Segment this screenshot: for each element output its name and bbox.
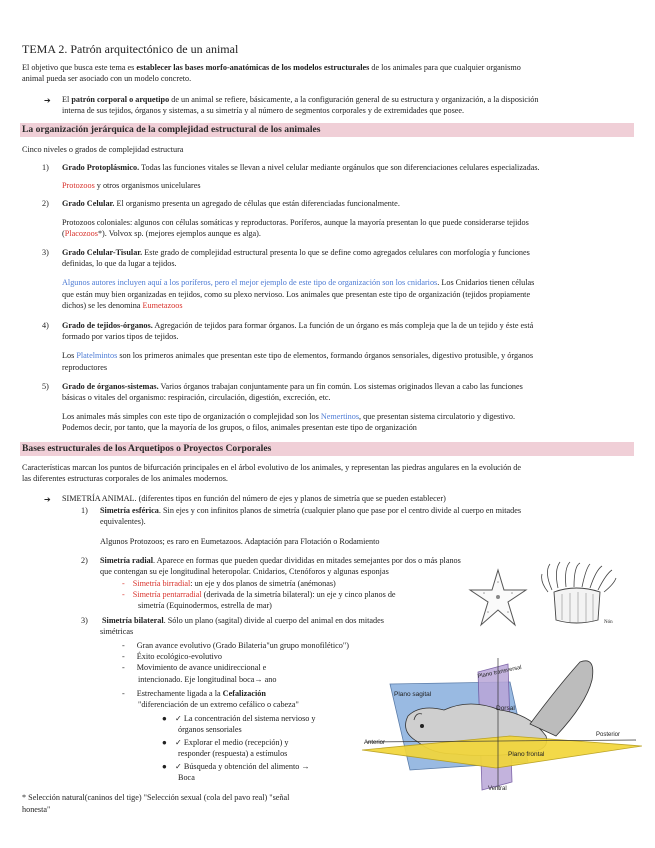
bullet-dot-icon: ● [162, 714, 167, 723]
arrow-bullet-icon: ➔ [44, 96, 51, 105]
sim-3-num: 3) [81, 616, 88, 625]
level-2-num: 2) [42, 199, 49, 208]
label-posterior: Posterior [596, 732, 621, 738]
sim-2-num: 2) [81, 556, 88, 565]
anemone-caption: Nón [604, 620, 613, 625]
level-3-line-2: definidas, lo que da lugar a tejidos. [62, 259, 177, 268]
sim-2-sub-1-red: Simetría birradial [132, 579, 191, 588]
footnote-2: honesta" [22, 805, 51, 814]
level-1-text: Todas las funciones vitales se llevan a nivel celular mediante orgánulos que son diferenciaciones celulares especializadas. [139, 163, 540, 172]
sim-2-line [100, 556, 461, 567]
level-2-example-2 [62, 229, 261, 240]
sim-2-sub-1-rest: : un eje y dos planos de simetría (anémonas) [190, 579, 336, 588]
label-dorsal: Dorsal [496, 705, 515, 712]
sim-3-sub-4 [122, 689, 266, 700]
sim-2-text: . Aparece en formas que pueden quedar divididas en mitades semejantes por dos o más planos [152, 556, 461, 565]
intro-text: El objetivo que busca este tema es [22, 63, 137, 72]
arrow1-line-2: interna de sus tejidos, órganos y sistemas, a su simetría y al número de segmentos corporales y de extremidades que posee. [62, 106, 465, 115]
sim-3-sub-1-text: Gran avance evolutivo (Grado Bilateria"un grupo monofilético") [136, 641, 349, 650]
level-3-example-rest: . Los Cnidarios tienen células [437, 278, 535, 287]
level-4-example-blue: Platelmintos [76, 351, 118, 360]
check-1-text: ✓ La concentración del sistema nervioso y [174, 714, 316, 723]
level-3-head: Grado Celular-Tisular. [62, 248, 143, 257]
arrow1-bold: patrón corporal o arquetipo [71, 95, 170, 104]
level-2-example-after: *). Volvox sp. (mejores ejemplos aunque es alga). [97, 229, 261, 238]
level-5-example-1 [62, 412, 515, 423]
level-5-num: 5) [42, 382, 49, 391]
section-heading-organizacion [20, 123, 634, 137]
sim-3-line [102, 616, 384, 627]
bullet-dot-icon: ● [162, 738, 167, 747]
level-5-example-2: Podemos decir, por tanto, que la mayoría de los grupos, o filos, animales presentan este tipo de organización [62, 423, 417, 432]
label-frontal: Plano frontal [508, 751, 545, 758]
check-3 [162, 762, 310, 773]
label-anterior: Anterior [364, 740, 386, 746]
sim-2-sub-2-rest: (derivada de la simetría bilateral): un eje y cinco planos de [201, 590, 396, 599]
footnote-1: * Selección natural(caninos del tige) "Selección sexual (cola del pavo real) "señal [22, 793, 290, 802]
level-3-line [62, 248, 530, 259]
level-3-example-blue: Algunos autores incluyen aquí a los poríferos, pero el mejor ejemplo de este tipo de organización son los cnidarios [62, 278, 438, 287]
squirrel-tail [530, 661, 593, 736]
level-2-example-red: Placozoos [64, 229, 98, 238]
level-5-line-2: básicas o vitales del organismo: respiración, circulación, digestión, excreción, etc. [62, 393, 331, 402]
level-3-example-3-red: Eumetazoos [142, 301, 183, 310]
level-3-text: Este grado de complejidad estructural presenta lo que se define como agregados celulares con morfología y funciones [142, 248, 530, 257]
page-title: TEMA 2. Patrón arquitectónico de un animal [22, 42, 239, 56]
level-4-example-2: reproductores [62, 363, 108, 372]
dash-icon: - [122, 590, 125, 599]
sim-3-text: . Sólo un plano (sagital) divide al cuerpo del animal en dos mitades [163, 616, 384, 625]
level-3-example-2: que están muy bien organizadas en tejidos, como su plexo nervioso. Los animales que presentan este tipo de organización (tejidos propiamente [62, 290, 531, 299]
level-3-example-1 [62, 278, 534, 289]
intro-line-1 [22, 63, 521, 74]
sim-2-line-2: que contengan su eje longitudinal heteropolar. Cnidarios, Ctenóforos y algunas esponjas [100, 567, 389, 576]
section2-intro-2: las diferentes estructuras corporales de los animales modernos. [22, 474, 228, 483]
label-sagital: Plano sagital [394, 691, 432, 698]
sim-3-sub-4-bold: Cefalización [222, 689, 266, 698]
simetria-head: SIMETRÍA ANIMAL. (diferentes tipos en función del número de ejes y planos de simetría que se pueden establecer) [62, 494, 446, 503]
section-heading-text: La organización jerárquica de la complejidad estructural de los animales [22, 124, 321, 135]
arrow1-pre: El [62, 95, 72, 104]
level-1-example [62, 181, 201, 192]
arrow1-line-1 [62, 95, 538, 106]
sim-2-bold: Simetría radial [100, 556, 153, 565]
level-3-example-3 [62, 301, 183, 312]
level-1-num: 1) [42, 163, 49, 172]
dash-icon: - [122, 641, 125, 650]
level-3-example-3-pre: dichos) se les denomina [62, 301, 143, 310]
level-4-line [62, 321, 533, 332]
sim-2-sub-2 [122, 590, 396, 601]
bullet-dot-icon: ● [162, 762, 167, 771]
check-2-text: ✓ Explorar el medio (recepción) y [174, 738, 289, 747]
sim-3-sub-4-text: Estrechamente ligada a la [136, 689, 223, 698]
sim-3-sub-3-line-2: intencionado. Eje longitudinal boca→ ano [138, 675, 277, 684]
intro-bold: establecer las bases morfo-anatómicas de los modelos estructurales [136, 63, 370, 72]
sim-1-example: Algunos Protozoos; es raro en Eumetazoos. Adaptación para Flotación o Rodamiento [100, 537, 380, 546]
check-3-text: ✓ Búsqueda y obtención del alimento → [174, 762, 310, 771]
dash-icon: - [122, 663, 125, 672]
sim-3-sub-4-line-2: "diferenciación de un extremo cefálico o cabeza" [138, 700, 299, 709]
sim-3-sub-2 [122, 652, 222, 663]
dash-icon: - [122, 689, 125, 698]
check-1-line-2: órganos sensoriales [178, 725, 242, 734]
dash-icon: - [122, 579, 125, 588]
level-4-num: 4) [42, 321, 49, 330]
sim-2-sub-1 [122, 579, 336, 590]
sim-3-sub-3 [122, 663, 266, 674]
level-5-example-blue: Nemertinos [320, 412, 360, 421]
starfish-illustration [468, 568, 528, 628]
levels-intro: Cinco niveles o grados de complejidad estructura [22, 145, 184, 154]
sim-1-line-2: equivalentes). [100, 517, 146, 526]
level-4-text: Agregación de tejidos para formar órganos. La función de un órgano es más compleja que la de un tejido y éste está [152, 321, 534, 330]
level-5-example-pre: Los animales más simples con este tipo de organización o complejidad son los [62, 412, 321, 421]
sim-3-sub-1 [122, 641, 349, 652]
sim-1-line [100, 506, 521, 517]
arrow-bullet-icon-2: ➔ [44, 495, 51, 504]
sim-3-bold: Simetría bilateral [102, 616, 164, 625]
section-heading-bases [20, 442, 634, 456]
sim-2-sub-2-line-2: simetría (Equinodermos, estrella de mar) [138, 601, 272, 610]
level-2-example-1: Protozoos coloniales: algunos con células somáticas y reproductoras. Poríferos, aunque la mayoría presentan lo que puede considerarse tejidos [62, 218, 529, 227]
level-2-text: El organismo presenta un agregado de células que están diferenciadas funcionalmente. [114, 199, 400, 208]
level-4-example-1 [62, 351, 533, 362]
intro-text-end: de los animales para que cualquier organismo [369, 63, 521, 72]
label-transversal: Plano transversal [477, 664, 523, 680]
level-1-head: Grado Protoplásmico. [62, 163, 140, 172]
dash-icon: - [122, 652, 125, 661]
level-5-line [62, 382, 523, 393]
symmetry-planes-diagram [360, 654, 642, 794]
section2-intro-1: Características marcan los puntos de bifurcación principales en el árbol evolutivo de los animales, y representan las piedras angulares en la evolución de [22, 463, 522, 472]
sim-1-bold: Simetría esférica [100, 506, 159, 515]
level-2-head: Grado Celular. [62, 199, 115, 208]
check-2-line-2: responder (respuesta) a estímulos [178, 749, 288, 758]
level-2-paren: ( [62, 229, 65, 238]
level-4-head: Grado de tejidos-órganos. [62, 321, 153, 330]
level-4-line-2: formado por varios tipos de tejidos. [62, 332, 179, 341]
check-2 [162, 738, 288, 749]
intro-line-2: animal pueda ser asociado con un modelo concreto. [22, 74, 192, 83]
level-1-example-rest: y otros organismos unicelulares [94, 181, 201, 190]
level-5-head: Grado de órganos-sistemas. [62, 382, 159, 391]
sim-1-num: 1) [81, 506, 88, 515]
level-4-example-pre: Los [62, 351, 77, 360]
level-3-num: 3) [42, 248, 49, 257]
check-1 [162, 714, 316, 725]
level-1-line [62, 163, 540, 174]
check-3-line-2: Boca [178, 773, 195, 782]
sim-3-line-2: simétricas [100, 627, 134, 636]
label-ventral: Ventral [488, 786, 507, 792]
arrow1-post: de un animal se refiere, básicamente, a la configuración general de su estructura y organización, a la disposición [169, 95, 539, 104]
level-1-example-red: Protozoos [62, 181, 95, 190]
level-2-line [62, 199, 400, 210]
section-heading-text-2: Bases estructurales de los Arquetipos o Proyectos Corporales [22, 443, 272, 454]
sim-1-text: . Sin ejes y con infinitos planos de simetría (cualquier plano que pase por el centro divide al cuerpo en mitades [158, 506, 522, 515]
level-5-example-rest: , que presentan sistema circulatorio y digestivo. [359, 412, 516, 421]
level-5-text: Varios órganos trabajan conjuntamente para un fin común. Los sistemas originados llevan a cabo las funciones [158, 382, 523, 391]
sim-3-sub-2-text: Éxito ecológico-evolutivo [136, 652, 222, 661]
sim-3-sub-3-text: Movimiento de avance unidireccional e [136, 663, 267, 672]
sim-2-sub-2-red: Simetría pentarradial [132, 590, 202, 599]
level-4-example-rest: son los primeros animales que presentan este tipo de elementos, formando órganos sensoriales, digestivo protusible, y órganos [117, 351, 534, 360]
